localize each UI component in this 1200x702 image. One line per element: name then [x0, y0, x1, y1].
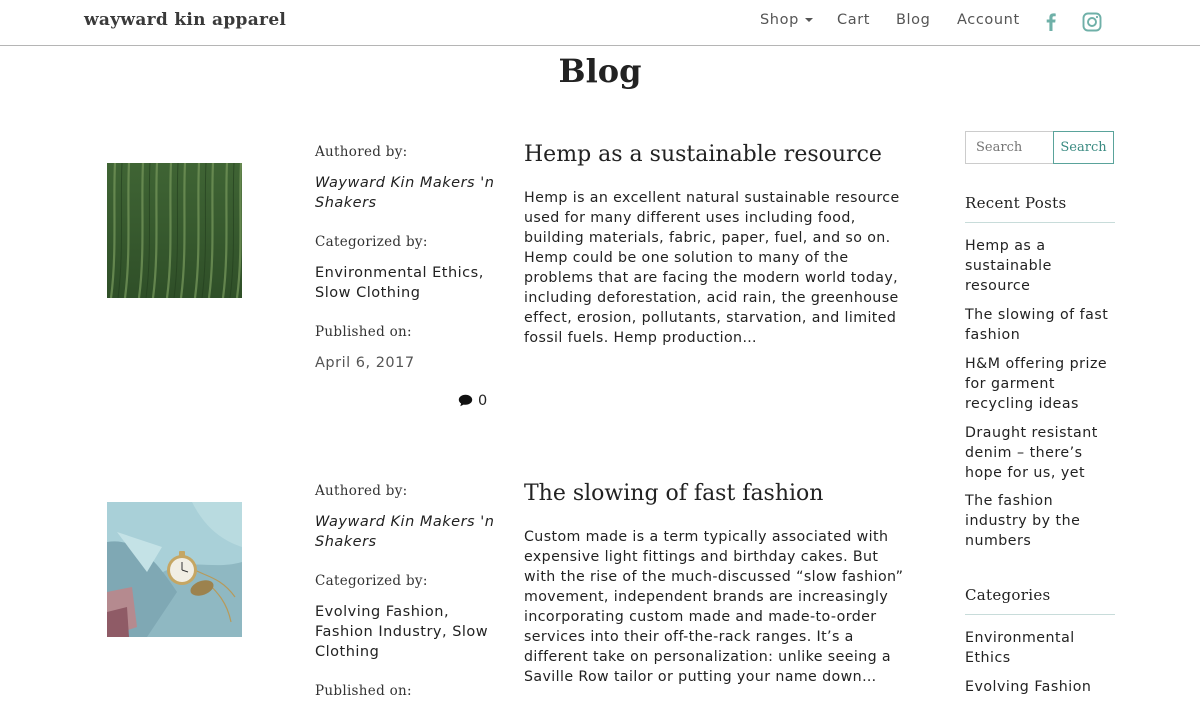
post-thumbnail-pocket-watch[interactable] [107, 502, 242, 637]
post-author[interactable]: Wayward Kin Makers 'n Shakers [315, 514, 495, 550]
categorized-label: Categorized by: [315, 573, 428, 589]
post-excerpt: Custom made is a term typically associated with expensive light fittings and birthday cakes. But with the rise of the much-discussed “slow fashion” movement, independent brands are increasingly incorporating custom made and made-to-order services into their off-the-rack ranges. It’s a different take on personalization: unlike seeing a Saville Row tailor or putting your name down… [524, 529, 904, 685]
post-excerpt: Hemp is an excellent natural sustainable resource used for many different uses including food, building materials, fabric, paper, fuel, and so on. Hemp could be one solution to many of the problems that are facing the modern world today, including deforestation, acid rain, the greenhouse effect, erosion, pollutants, starvation, and limited fossil fuels. Hemp production… [524, 190, 900, 346]
recent-post-link[interactable]: Hemp as a sustainable resource [965, 238, 1052, 294]
nav-shop-label: Shop [760, 12, 799, 28]
categorized-label: Categorized by: [315, 234, 428, 250]
post-author[interactable]: Wayward Kin Makers 'n Shakers [315, 175, 495, 211]
nav-cart[interactable]: Cart [837, 12, 871, 28]
categories-heading: Categories [965, 586, 1115, 615]
recent-post-link[interactable]: The slowing of fast fashion [965, 307, 1109, 343]
comment-count: 0 [478, 393, 488, 409]
nav-account[interactable]: Account [957, 12, 1020, 28]
category-link[interactable]: Evolving Fashion [965, 679, 1092, 695]
category-link[interactable]: Environmental Ethics [965, 630, 1075, 666]
brand-logo[interactable]: wayward kin apparel [84, 10, 287, 30]
post-title[interactable]: The slowing of fast fashion [524, 481, 824, 506]
authored-label: Authored by: [315, 144, 408, 160]
search-input[interactable] [965, 131, 1054, 164]
post-categories[interactable]: Evolving Fashion, Fashion Industry, Slow Clothing [315, 604, 489, 660]
facebook-icon[interactable] [1040, 11, 1062, 33]
authored-label: Authored by: [315, 483, 408, 499]
search-button[interactable]: Search [1053, 131, 1114, 164]
comments-link[interactable] [458, 393, 487, 409]
page-title: Blog [558, 52, 642, 90]
recent-post-link[interactable]: The fashion industry by the numbers [965, 493, 1081, 549]
comment-icon [458, 394, 473, 407]
instagram-icon[interactable] [1081, 11, 1103, 33]
recent-post-link[interactable]: Draught resistant denim – there’s hope for us, yet [965, 425, 1098, 481]
published-label: Published on: [315, 324, 412, 340]
recent-posts-heading: Recent Posts [965, 194, 1115, 223]
post-title[interactable]: Hemp as a sustainable resource [524, 142, 882, 167]
published-label: Published on: [315, 683, 412, 699]
nav-blog[interactable]: Blog [896, 12, 931, 28]
recent-post-link[interactable]: H&M offering prize for garment recycling ideas [965, 356, 1108, 412]
nav-shop[interactable] [760, 12, 813, 28]
top-navbar [0, 0, 1200, 46]
chevron-down-icon [805, 18, 813, 22]
post-thumbnail-hemp-field[interactable] [107, 163, 242, 298]
post-date: April 6, 2017 [315, 355, 415, 371]
post-categories[interactable]: Environmental Ethics, Slow Clothing [315, 265, 484, 301]
